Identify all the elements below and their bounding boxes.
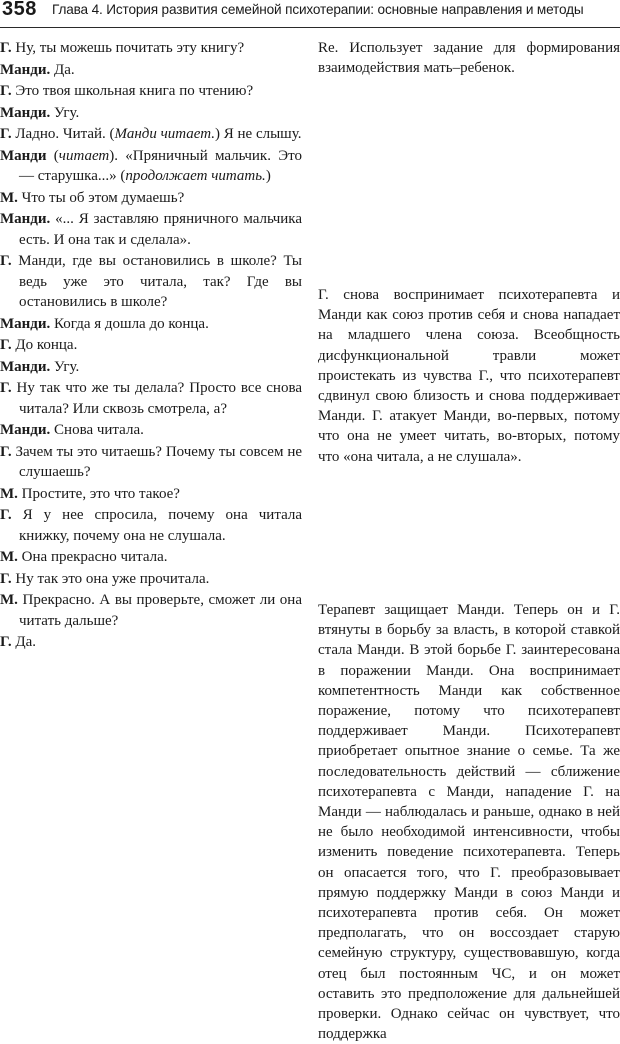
speaker-label: М. — [0, 592, 18, 609]
speaker-label: Г. — [0, 443, 12, 460]
utterance-text: Когда я дошла до конца. — [54, 315, 209, 332]
utterance-text: «... Я заставляю пряничного мальчика есть. И она так и сделала». — [19, 211, 302, 248]
stage-direction: Манди читает. — [114, 126, 216, 143]
utterance-text: Она прекрасно читала. — [21, 549, 168, 566]
speaker-label: Г. — [0, 126, 12, 143]
utterance-text: Зачем ты это читаешь? Почему ты совсем не слушаешь? — [15, 443, 303, 481]
dialogue-turn — [0, 569, 302, 589]
utterance-text: ). «Пряничный мальчик. Это — старушка...» ( — [19, 147, 302, 185]
page-header — [0, 0, 620, 30]
dialogue-turn — [0, 484, 302, 504]
speaker-label: Г. — [0, 380, 12, 397]
commentary-3: Терапевт защищает Манди. Теперь он и Г. втянуты в борьбу за власть, в которой ставкой стала Манди. В этой борьбе Г. заинтересована в поражении Манди. Она воспринимает компетентность Манди как собственное поражение, потому что психотерапевт поддерживает Манди. Психотерапевт приобретает опытное знание о семье. Та же последовательность действий — сближение психотерапевта с Манди, нападение Г. на Манди — наблюдалась и раньше, однако в ней не было необходимой интенсивности, чтобы изменить поведение психотерапевта. Теперь он опасается того, что Г. преобразовывает прямую поддержку Манди в союз Манди и психотерапевта против себя. Он может предполагать, что он воссоздает старую семейную структуру, существовавшую, когда отец был постоянным ЧС, и он может оставить это предположение для дальнейшей проверки. Однако сейчас он чувствует, что поддержка — [318, 602, 620, 1043]
speaker-label: Г. — [0, 507, 12, 524]
commentary-1: Re. Использует задание для формирования взаимодействия мать–ребенок. — [318, 40, 620, 77]
speaker-label: М. — [0, 549, 18, 566]
dialogue-turn — [0, 357, 302, 377]
dialogue-turn — [0, 420, 302, 440]
dialogue-column — [0, 38, 302, 654]
utterance-text: Угу. — [54, 358, 80, 375]
utterance-text: Что ты об этом думаешь? — [21, 189, 185, 206]
dialogue-turn — [0, 38, 302, 58]
dialogue-turn — [0, 335, 302, 355]
stage-direction: читает — [58, 147, 110, 164]
utterance-text: Угу. — [54, 104, 80, 121]
speaker-label: Манди. — [0, 315, 51, 332]
utterance-text: Это твоя школьная книга по чтению? — [15, 83, 254, 100]
utterance-text: Прекрасно. А вы проверьте, сможет ли она читать дальше? — [19, 592, 302, 629]
speaker-label: Г. — [0, 337, 12, 354]
speaker-label: Г. — [0, 570, 12, 587]
speaker-label: Манди. — [0, 358, 51, 375]
utterance-text: Манди, где вы остановились в школе? Ты ведь уже это читала, так? Где вы остановились в школе? — [18, 253, 302, 310]
speaker-label: Г. — [0, 634, 12, 651]
speaker-label: Манди. — [0, 422, 51, 439]
dialogue-turn — [0, 547, 302, 567]
dialogue-turn — [0, 209, 302, 250]
speaker-label: М. — [0, 189, 18, 206]
speaker-label: Манди. — [0, 211, 51, 228]
dialogue-turn — [0, 251, 302, 312]
running-title: Глава 4. История развития семейной психотерапии: основные направления и методы — [52, 2, 584, 17]
dialogue-turn — [0, 146, 302, 187]
dialogue-turn — [0, 505, 302, 546]
speaker-label: Манди. — [0, 61, 51, 78]
speaker-label: М. — [0, 485, 18, 502]
speaker-label: Манди — [0, 147, 47, 164]
utterance-text: Простите, это что такое? — [21, 485, 180, 502]
utterance-text: До конца. — [15, 337, 78, 354]
utterance-text: Ну, ты можешь почитать эту книгу? — [15, 40, 245, 56]
utterance-text: Ладно. Читай. ( — [15, 126, 115, 143]
dialogue-turn — [0, 103, 302, 123]
stage-direction: продолжает читать. — [125, 168, 266, 185]
dialogue-turn — [0, 442, 302, 483]
dialogue-turn — [0, 124, 302, 144]
dialogue-turn — [0, 314, 302, 334]
dialogue-turn — [0, 632, 302, 652]
dialogue-turn — [0, 81, 302, 101]
utterance-text: ) — [265, 168, 271, 185]
utterance-text: Снова читала. — [54, 422, 144, 439]
utterance-text: Ну так это она уже прочитала. — [15, 570, 210, 587]
speaker-label: Г. — [0, 83, 12, 100]
page-number: 358 — [2, 0, 37, 20]
utterance-text: Я у нее спросила, почему она читала книжку, почему она не слушала. — [19, 507, 303, 544]
utterance-text: Ну так что же ты делала? Просто все снова читала? Или сквозь смотрела, а? — [16, 380, 303, 417]
dialogue-turn — [0, 590, 302, 631]
dialogue-turn — [0, 60, 302, 80]
speaker-label: Г. — [0, 40, 12, 56]
utterance-text: ) Я не слышу. — [215, 126, 302, 143]
utterance-text: Да. — [54, 61, 75, 78]
utterance-text: Да. — [15, 634, 36, 651]
utterance-text: ( — [53, 147, 59, 164]
dialogue-turn — [0, 188, 302, 208]
speaker-label: Г. — [0, 253, 12, 270]
dialogue-turn — [0, 378, 302, 419]
speaker-label: Манди. — [0, 104, 51, 121]
header-rule — [0, 27, 620, 28]
commentary-2: Г. снова воспринимает психотерапевта и Манди как союз против себя и снова нападает на младшего члена союза. Всеобщность дисфункциональной травли может проистекать из чувства Г., что психотерапевт сдвинул свою близость и снова поддерживает Манди. Г. атакует Манди, во-первых, потому что она не умеет читать, во-вторых, потому что «она читала, а не слушала». — [318, 287, 620, 465]
